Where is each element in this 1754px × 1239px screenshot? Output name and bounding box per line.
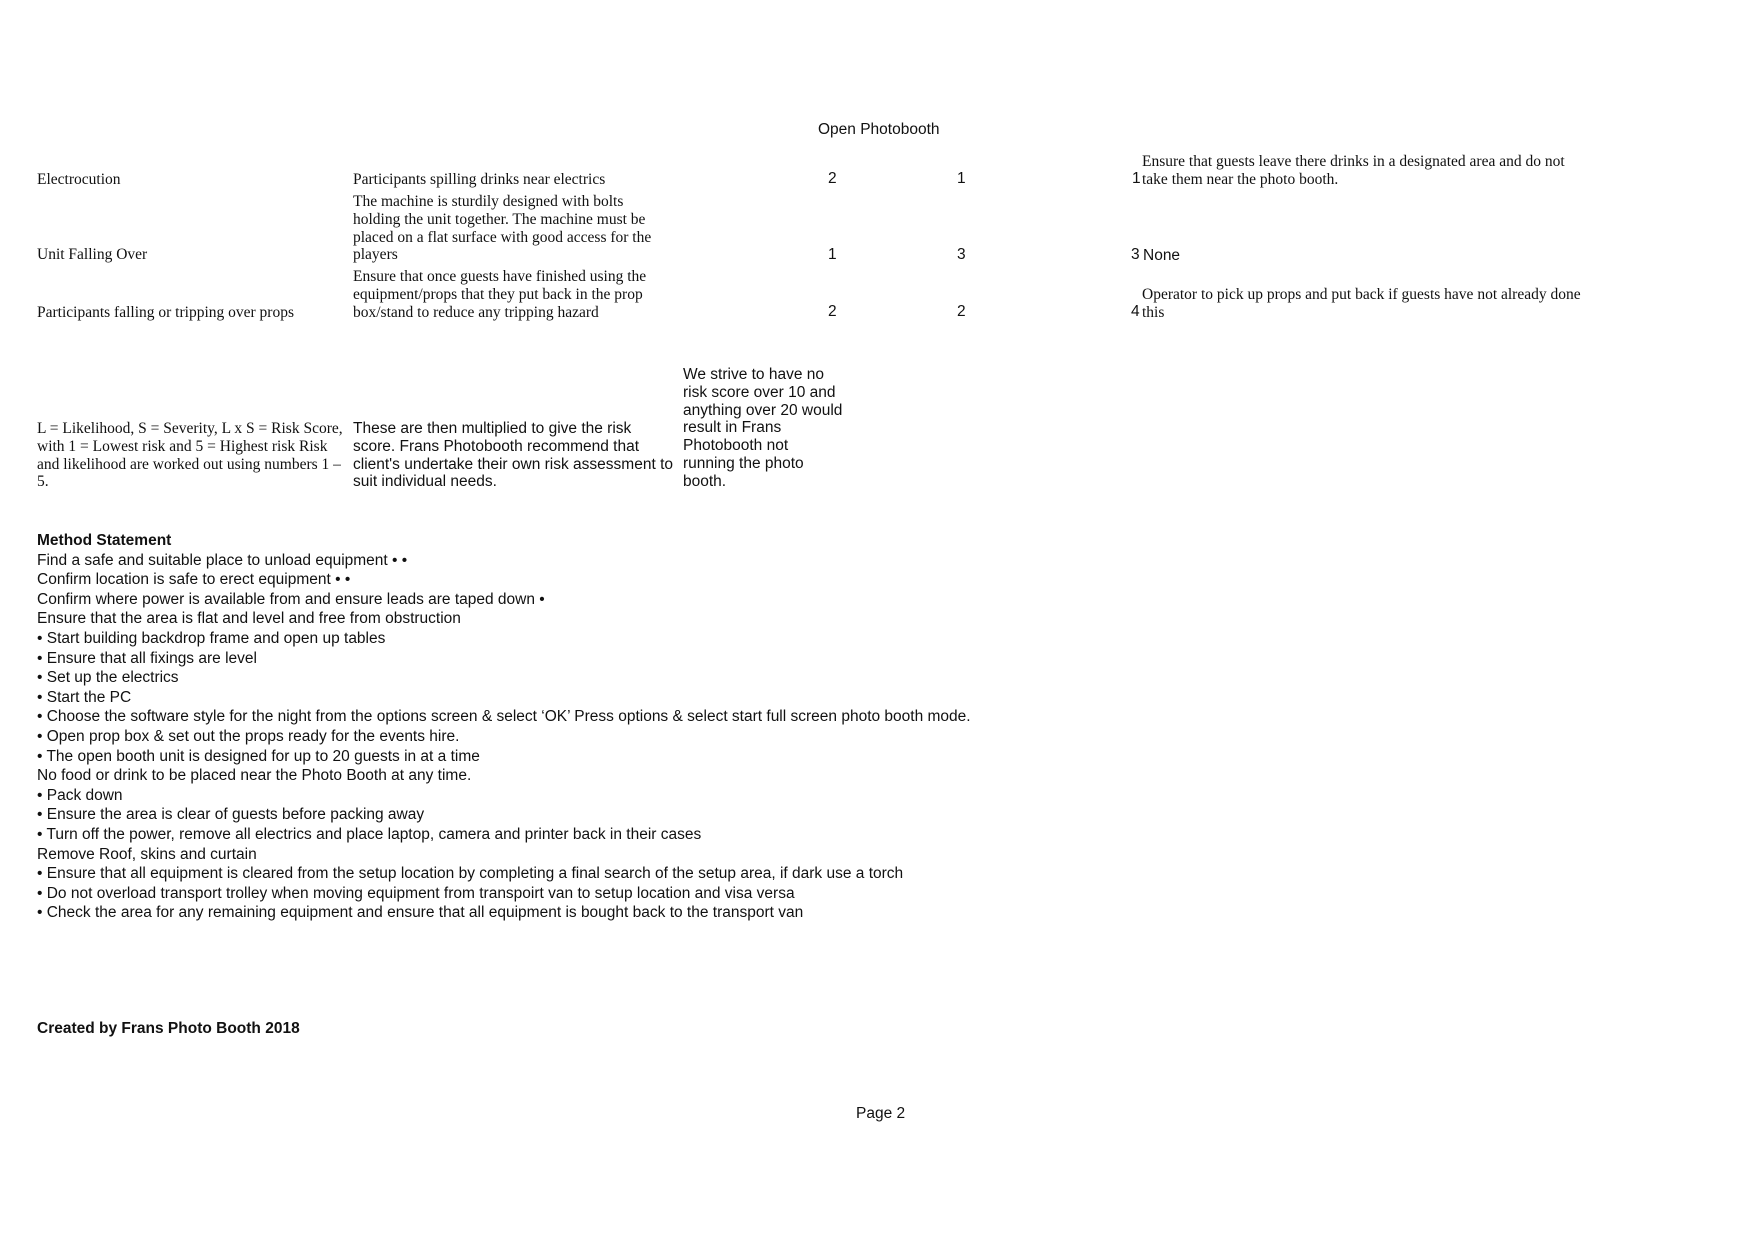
method-line: • Choose the software style for the night from the options screen & select ‘OK’ Press options & select start full screen photo booth mode. [37, 708, 971, 726]
method-line: • Ensure that all equipment is cleared from the setup location by completing a final search of the setup area, if dark use a torch [37, 865, 904, 883]
method-line: Remove Roof, skins and curtain [37, 845, 257, 863]
legend-multiply-note: These are then multiplied to give the risk score. Frans Photobooth recommend that client's undertake their own risk assessment to suit individual needs. [353, 420, 673, 491]
method-line: • Do not overload transport trolley when moving equipment from transpoirt van to setup location and visa versa [37, 884, 795, 902]
method-line: • The open booth unit is designed for up to 20 guests in at a time [37, 747, 480, 765]
likelihood-cell: 2 [828, 170, 837, 187]
method-line: • Ensure the area is clear of guests before packing away [37, 806, 425, 824]
method-statement [37, 531, 971, 923]
hazard-cell: Unit Falling Over [37, 246, 148, 263]
method-line: • Start the PC [37, 688, 132, 706]
cause-cell: Ensure that once guests have finished using the equipment/props that they put back in the prop box/stand to reduce any tripping hazard [353, 268, 647, 321]
method-line: • Turn off the power, remove all electrics and place laptop, camera and printer back in their cases [37, 825, 702, 843]
method-line: No food or drink to be placed near the Photo Booth at any time. [37, 767, 472, 785]
cause-cell: Participants spilling drinks near electrics [353, 171, 606, 188]
hazard-cell: Electrocution [37, 171, 121, 188]
likelihood-cell: 2 [828, 303, 837, 320]
legend-target-note: We strive to have no risk score over 10 and anything over 20 would result in Frans Photobooth not running the photo booth. [683, 366, 843, 490]
page-title: Open Photobooth [818, 121, 940, 138]
severity-cell: 2 [957, 303, 966, 320]
control-cell: Ensure that guests leave there drinks in a designated area and do not take them near the photo booth. [1142, 153, 1565, 188]
hazard-cell: Participants falling or tripping over props [37, 304, 294, 321]
method-line: • Set up the electrics [37, 669, 179, 687]
method-line: • Pack down [37, 786, 123, 804]
method-line: • Check the area for any remaining equipment and ensure that all equipment is bought back to the transport van [37, 904, 804, 922]
method-line: Ensure that the area is flat and level and free from obstruction [37, 610, 461, 628]
method-line: Find a safe and suitable place to unload equipment • • [37, 551, 408, 569]
method-line: Confirm where power is available from and ensure leads are taped down • [37, 590, 545, 608]
method-line: • Open prop box & set out the props ready for the events hire. [37, 727, 460, 745]
method-line: Confirm location is safe to erect equipment • • [37, 571, 351, 589]
control-cell: None [1143, 247, 1181, 264]
method-line: • Ensure that all fixings are level [37, 649, 257, 667]
risk-score-cell: 1 [1132, 170, 1141, 187]
risk-score-cell: 4 [1131, 303, 1140, 320]
created-by-footer: Created by Frans Photo Booth 2018 [37, 1020, 300, 1037]
control-cell: Operator to pick up props and put back if guests have not already done this [1142, 286, 1581, 321]
page-number: Page 2 [856, 1105, 906, 1122]
method-line: • Start building backdrop frame and open up tables [37, 629, 386, 647]
method-heading: Method Statement [37, 532, 172, 549]
legend-scoring-note: L = Likelihood, S = Severity, L x S = Risk Score, with 1 = Lowest risk and 5 = Highest risk Risk and likelihood are worked out using numbers 1 – 5. [37, 420, 343, 491]
severity-cell: 1 [957, 170, 966, 187]
risk-score-cell: 3 [1131, 246, 1140, 263]
severity-cell: 3 [957, 246, 966, 263]
likelihood-cell: 1 [828, 246, 837, 263]
cause-cell: The machine is sturdily designed with bolts holding the unit together. The machine must be placed on a flat surface with good access for the players [353, 193, 652, 264]
